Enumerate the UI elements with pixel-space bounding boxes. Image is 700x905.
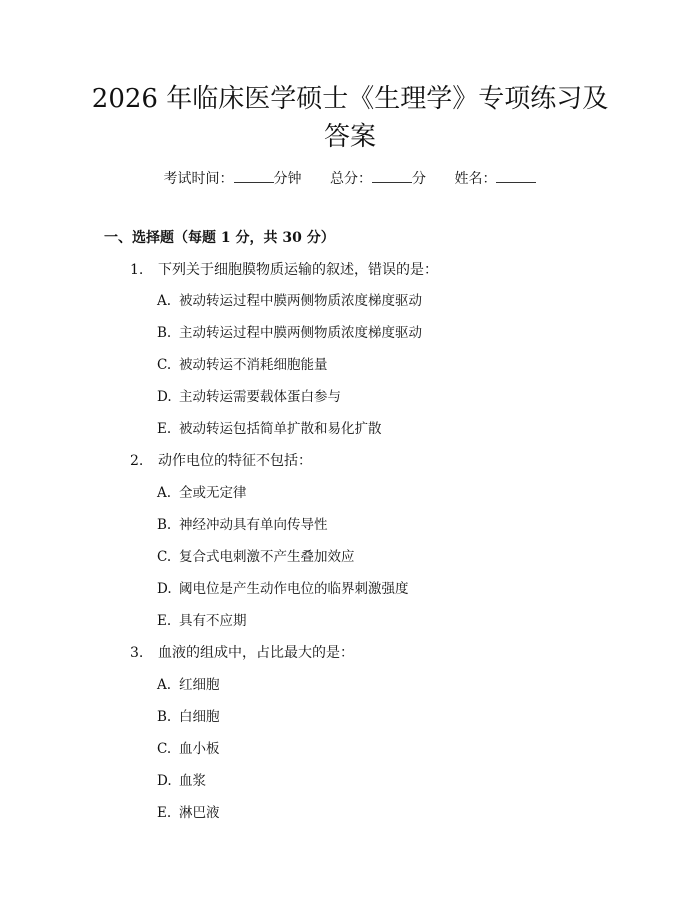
question-number: 2. bbox=[130, 453, 144, 469]
exam-time-field bbox=[164, 168, 302, 189]
option-letter: A. bbox=[157, 293, 172, 309]
exam-time-label: 考试时间： bbox=[163, 171, 234, 187]
option-3e bbox=[157, 802, 220, 824]
option-3c bbox=[157, 738, 220, 760]
option-letter: C. bbox=[157, 357, 172, 373]
question-number: 3. bbox=[130, 645, 144, 661]
option-text: 被动转运包括简单扩散和易化扩散 bbox=[179, 421, 382, 437]
option-3b bbox=[157, 706, 220, 728]
question-2 bbox=[130, 450, 312, 472]
option-letter: D. bbox=[157, 389, 172, 405]
option-text: 淋巴液 bbox=[179, 805, 220, 821]
total-score-label: 总分： bbox=[330, 171, 372, 187]
option-letter: B. bbox=[157, 517, 172, 533]
option-text: 全或无定律 bbox=[179, 485, 247, 501]
option-letter: B. bbox=[157, 709, 172, 725]
option-2a bbox=[157, 482, 247, 504]
option-text: 阈电位是产生动作电位的临界刺激强度 bbox=[179, 581, 409, 597]
option-letter: E. bbox=[157, 805, 172, 821]
title-line-1: 2026 年临床医学硕士《生理学》专项练习及 bbox=[91, 84, 609, 114]
name-label: 姓名： bbox=[454, 171, 497, 187]
option-1d bbox=[157, 386, 341, 408]
option-text: 白细胞 bbox=[179, 709, 220, 725]
option-text: 被动转运不消耗细胞能量 bbox=[179, 357, 328, 373]
question-number: 1. bbox=[130, 262, 144, 278]
name-field bbox=[454, 168, 536, 189]
question-3 bbox=[130, 642, 354, 664]
option-text: 具有不应期 bbox=[179, 613, 247, 629]
option-1a bbox=[157, 290, 422, 312]
option-1c bbox=[157, 354, 328, 376]
option-1e bbox=[157, 418, 382, 440]
exam-time-unit: 分钟 bbox=[273, 171, 302, 187]
option-letter: C. bbox=[157, 741, 172, 757]
option-letter: D. bbox=[157, 773, 172, 789]
name-blank bbox=[496, 168, 536, 183]
question-stem: 血液的组成中，占比最大的是： bbox=[158, 645, 354, 661]
option-letter: A. bbox=[157, 485, 172, 501]
question-1 bbox=[130, 259, 438, 281]
option-letter: A. bbox=[157, 677, 172, 693]
question-stem: 下列关于细胞膜物质运输的叙述，错误的是： bbox=[158, 262, 438, 278]
option-text: 被动转运过程中膜两侧物质浓度梯度驱动 bbox=[179, 293, 422, 309]
option-text: 复合式电刺激不产生叠加效应 bbox=[179, 549, 355, 565]
option-letter: D. bbox=[157, 581, 172, 597]
option-2e bbox=[157, 610, 247, 632]
option-text: 血浆 bbox=[179, 773, 206, 789]
total-score-blank bbox=[372, 168, 412, 183]
option-letter: B. bbox=[157, 325, 172, 341]
option-letter: C. bbox=[157, 549, 172, 565]
option-2d bbox=[157, 578, 409, 600]
total-score-unit: 分 bbox=[412, 171, 426, 187]
question-stem: 动作电位的特征不包括： bbox=[158, 453, 312, 469]
option-3a bbox=[157, 674, 220, 696]
option-text: 红细胞 bbox=[179, 677, 220, 693]
option-2b bbox=[157, 514, 328, 536]
option-2c bbox=[157, 546, 355, 568]
total-score-field bbox=[330, 168, 426, 189]
section-heading: 一、选择题（每题 1 分，共 30 分） bbox=[104, 230, 335, 246]
option-letter: E. bbox=[157, 613, 172, 629]
exam-time-blank bbox=[234, 168, 274, 183]
option-text: 神经冲动具有单向传导性 bbox=[179, 517, 328, 533]
option-text: 主动转运需要载体蛋白参与 bbox=[179, 389, 341, 405]
exam-meta bbox=[0, 168, 700, 189]
option-3d bbox=[157, 770, 206, 792]
option-text: 血小板 bbox=[179, 741, 220, 757]
page-title bbox=[0, 80, 700, 156]
title-line-2: 答案 bbox=[323, 122, 376, 152]
option-text: 主动转运过程中膜两侧物质浓度梯度驱动 bbox=[179, 325, 422, 341]
option-letter: E. bbox=[157, 421, 172, 437]
option-1b bbox=[157, 322, 422, 344]
